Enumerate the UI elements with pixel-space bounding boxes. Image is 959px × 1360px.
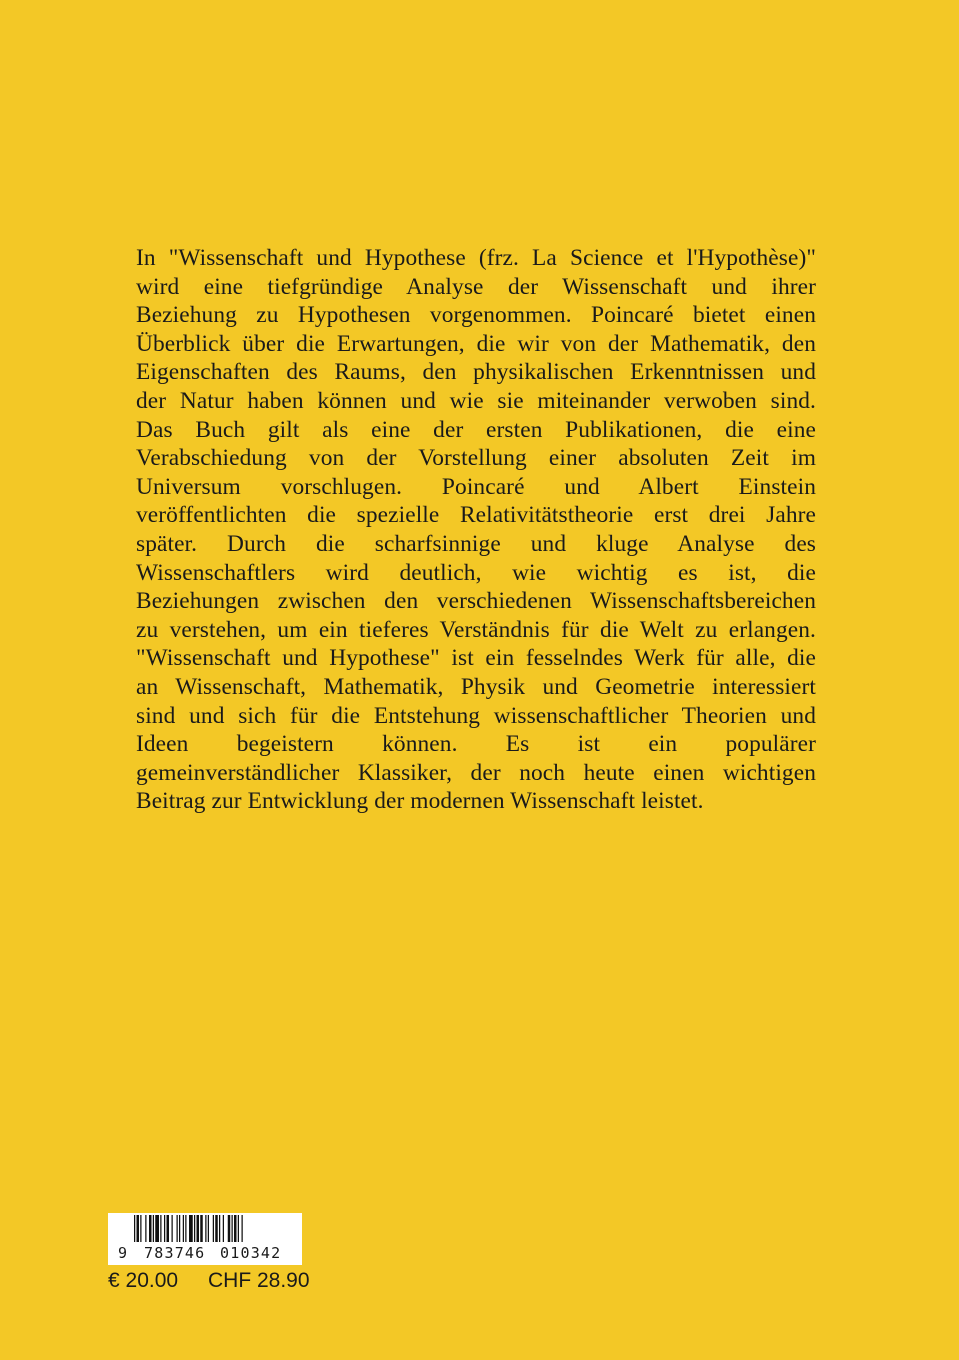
- description-line: Das Buch gilt als eine der ersten Publikationen, die eine: [136, 416, 816, 443]
- description-line: Ideen begeistern können. Es ist ein populärer: [136, 731, 816, 758]
- description-line: veröffentlichten die spezielle Relativitätstheorie erst drei Jahre: [136, 502, 816, 529]
- description-line: Verabschiedung von der Vorstellung einer absoluten Zeit im: [136, 445, 816, 472]
- barcode-bar: [185, 1215, 186, 1242]
- description-line: der Natur haben können und wie sie miteinander verwoben sind.: [136, 387, 816, 414]
- description-line: sind und sich für die Entstehung wissenschaftlicher Theorien und: [136, 702, 816, 729]
- barcode-bar: [242, 1215, 243, 1242]
- description-line: Beitrag zur Entwicklung der modernen Wissenschaft leistet.: [136, 788, 704, 815]
- barcode-bar: [232, 1215, 233, 1242]
- description-line: gemeinverständlicher Klassiker, der noch heute einen wichtigen: [136, 759, 816, 786]
- isbn-digit-first: 9: [118, 1244, 128, 1262]
- barcode-bar: [155, 1215, 159, 1242]
- price-eur: € 20.00: [108, 1269, 179, 1292]
- barcode-bar: [213, 1215, 214, 1242]
- description-line: an Wissenschaft, Mathematik, Physik und Geometrie interessiert: [136, 673, 816, 700]
- barcode-bar: [172, 1215, 173, 1242]
- barcode-bar: [140, 1215, 141, 1242]
- barcode-bar: [194, 1215, 195, 1242]
- barcode-bar: [200, 1215, 203, 1242]
- barcode-bar: [153, 1215, 154, 1242]
- barcode-bar: [160, 1215, 161, 1242]
- barcode-bar: [164, 1215, 165, 1242]
- description-line: später. Durch die scharfsinnige und kluge Analyse des: [136, 530, 816, 557]
- back-cover-description: [136, 244, 816, 816]
- isbn-number: [108, 1243, 302, 1263]
- description-line: zu verstehen, um ein tieferes Verständnis für die Welt zu erlangen.: [136, 616, 816, 643]
- barcode-bar: [137, 1215, 140, 1242]
- description-line: "Wissenschaft und Hypothese" ist ein fesselndes Werk für alle, die: [136, 645, 816, 672]
- barcode-bar: [149, 1215, 152, 1242]
- barcode-bar: [223, 1215, 224, 1242]
- isbn-digits-left: 783746: [144, 1244, 206, 1262]
- barcode-bar: [215, 1215, 218, 1242]
- barcode-bar: [238, 1215, 239, 1242]
- description-line: wird eine tiefgründige Analyse der Wissenschaft und ihrer: [136, 273, 816, 300]
- barcode-bar: [177, 1215, 178, 1242]
- barcode-bars: [134, 1215, 292, 1242]
- description-line: Beziehungen zwischen den verschiedenen Wissenschaftsbereichen: [136, 588, 816, 615]
- description-line: In "Wissenschaft und Hypothese (frz. La Science et l'Hypothèse)": [136, 245, 816, 271]
- barcode-bar: [179, 1215, 180, 1242]
- isbn-digits-right: 010342: [220, 1244, 282, 1262]
- barcode-bar: [134, 1215, 135, 1242]
- description-line: Beziehung zu Hypothesen vorgenommen. Poincaré bietet einen: [136, 302, 816, 329]
- barcode-bar: [208, 1215, 209, 1242]
- description-line: Wissenschaftlers wird deutlich, wie wichtig es ist, die: [136, 559, 816, 586]
- barcode-bar: [219, 1215, 220, 1242]
- barcode-bar: [228, 1215, 231, 1242]
- description-line: Eigenschaften des Raums, den physikalischen Erkenntnissen und: [136, 359, 816, 386]
- barcode-bar: [197, 1215, 200, 1242]
- barcode-bar: [167, 1215, 170, 1242]
- price-block: [108, 1268, 368, 1294]
- description-line: Überblick über die Erwartungen, die wir von der Mathematik, den: [136, 330, 816, 357]
- price-chf: CHF 28.90: [208, 1269, 310, 1292]
- barcode-bar: [189, 1215, 193, 1242]
- barcode-bar: [205, 1215, 206, 1242]
- barcode-bar: [183, 1215, 184, 1242]
- barcode-bar: [234, 1215, 237, 1242]
- barcode-bar: [145, 1215, 146, 1242]
- isbn-barcode: [108, 1213, 302, 1265]
- description-line: Universum vorschlugen. Poincaré und Albert Einstein: [136, 473, 816, 500]
